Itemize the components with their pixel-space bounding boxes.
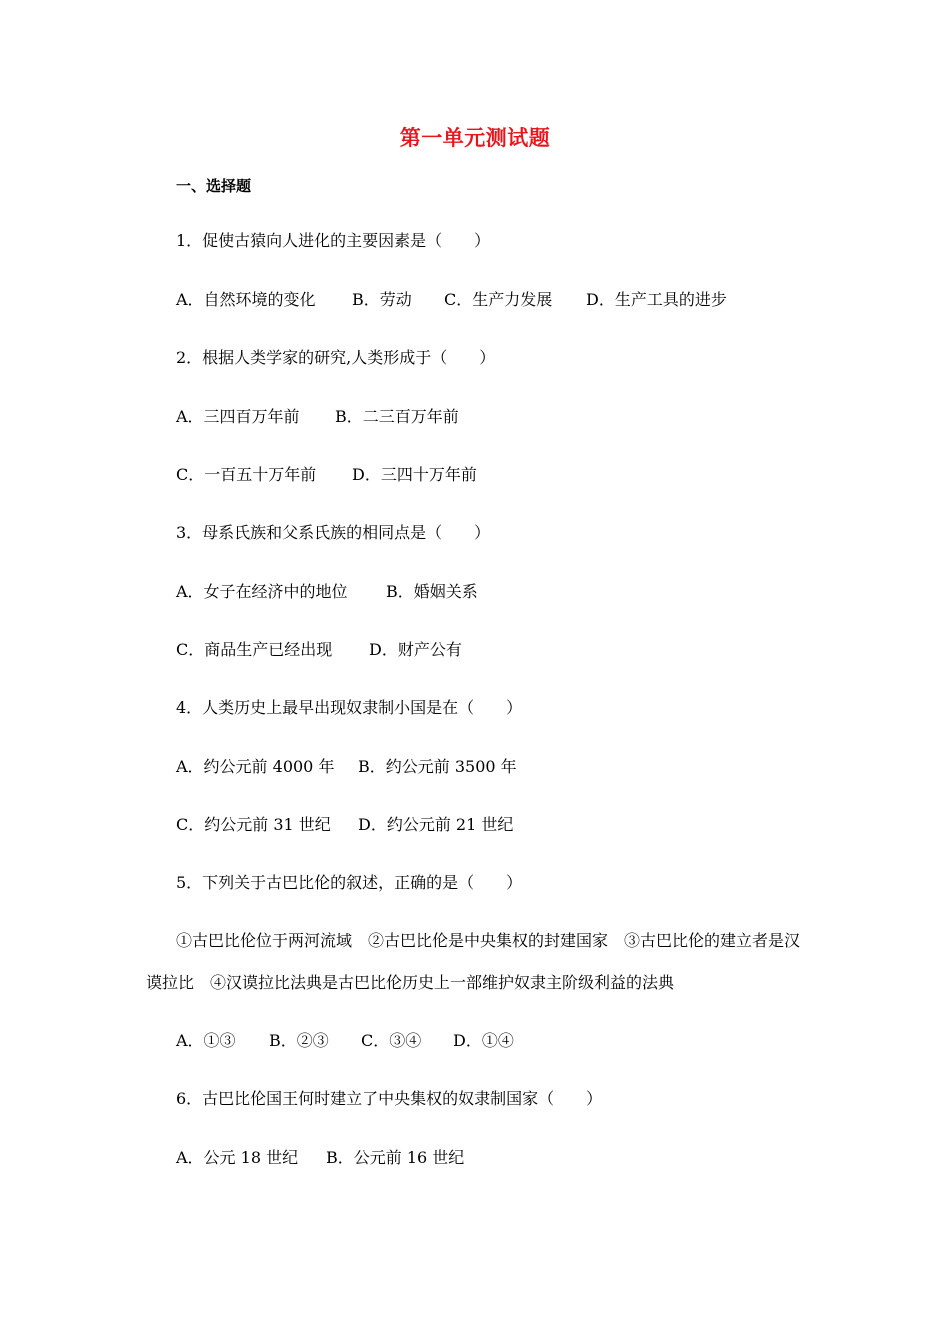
option-b: B．公元前 16 世纪 bbox=[326, 1148, 465, 1167]
option-a: A．三四百万年前 bbox=[176, 407, 300, 426]
option-d: D．三四十万年前 bbox=[352, 465, 477, 484]
option-b: B．②③ bbox=[269, 1031, 329, 1050]
option-d: D．①④ bbox=[453, 1031, 514, 1050]
option-a: A．公元 18 世纪 bbox=[176, 1148, 299, 1167]
question-3-options-row-2 bbox=[176, 640, 462, 660]
option-a: A．女子在经济中的地位 bbox=[176, 582, 348, 601]
option-c: C．③④ bbox=[361, 1031, 422, 1050]
question-6-stem: 6．古巴比伦国王何时建立了中央集权的奴隶制国家（ ） bbox=[176, 1089, 603, 1108]
question-4-stem: 4．人类历史上最早出现奴隶制小国是在（ ） bbox=[176, 698, 523, 717]
question-2-stem: 2．根据人类学家的研究,人类形成于（ ） bbox=[176, 348, 496, 367]
question-2-options-row-2 bbox=[176, 465, 477, 485]
option-d: D．生产工具的进步 bbox=[586, 290, 727, 309]
option-d: D．财产公有 bbox=[369, 640, 462, 659]
option-a: A．约公元前 4000 年 bbox=[176, 757, 335, 776]
option-b: B．二三百万年前 bbox=[335, 407, 459, 426]
option-c: C．一百五十万年前 bbox=[176, 465, 317, 484]
option-b: B．婚姻关系 bbox=[386, 582, 478, 601]
option-c: C．生产力发展 bbox=[444, 290, 553, 309]
question-5-statements: ①古巴比伦位于两河流域 ②古巴比伦是中央集权的封建国家 ③古巴比伦的建立者是汉谟拉比 ④汉谟拉比法典是古巴比伦历史上一部维护奴隶主阶级利益的法典 bbox=[146, 931, 801, 992]
option-b: B．约公元前 3500 年 bbox=[358, 757, 517, 776]
question-1-options bbox=[176, 290, 727, 310]
option-c: C．约公元前 31 世纪 bbox=[176, 815, 331, 834]
question-4-options-row-2 bbox=[176, 815, 513, 835]
option-d: D．约公元前 21 世纪 bbox=[358, 815, 514, 834]
question-2-options-row-1 bbox=[176, 407, 459, 427]
question-3-stem: 3．母系氏族和父系氏族的相同点是（ ） bbox=[176, 523, 491, 542]
section-heading: 一、选择题 bbox=[176, 177, 252, 195]
question-4-options-row-1 bbox=[176, 757, 517, 777]
page-title: 第一单元测试题 bbox=[399, 125, 551, 150]
option-a: A．①③ bbox=[176, 1031, 236, 1050]
option-c: C．商品生产已经出现 bbox=[176, 640, 333, 659]
question-3-options-row-1 bbox=[176, 582, 478, 602]
option-a: A．自然环境的变化 bbox=[176, 290, 316, 309]
question-1-stem: 1．促使古猿向人进化的主要因素是（ ） bbox=[176, 231, 491, 250]
option-b: B．劳动 bbox=[352, 290, 412, 309]
question-5-stem: 5．下列关于古巴比伦的叙述，正确的是（ ） bbox=[176, 873, 523, 892]
question-5-options bbox=[176, 1031, 514, 1051]
question-6-options bbox=[176, 1148, 464, 1168]
